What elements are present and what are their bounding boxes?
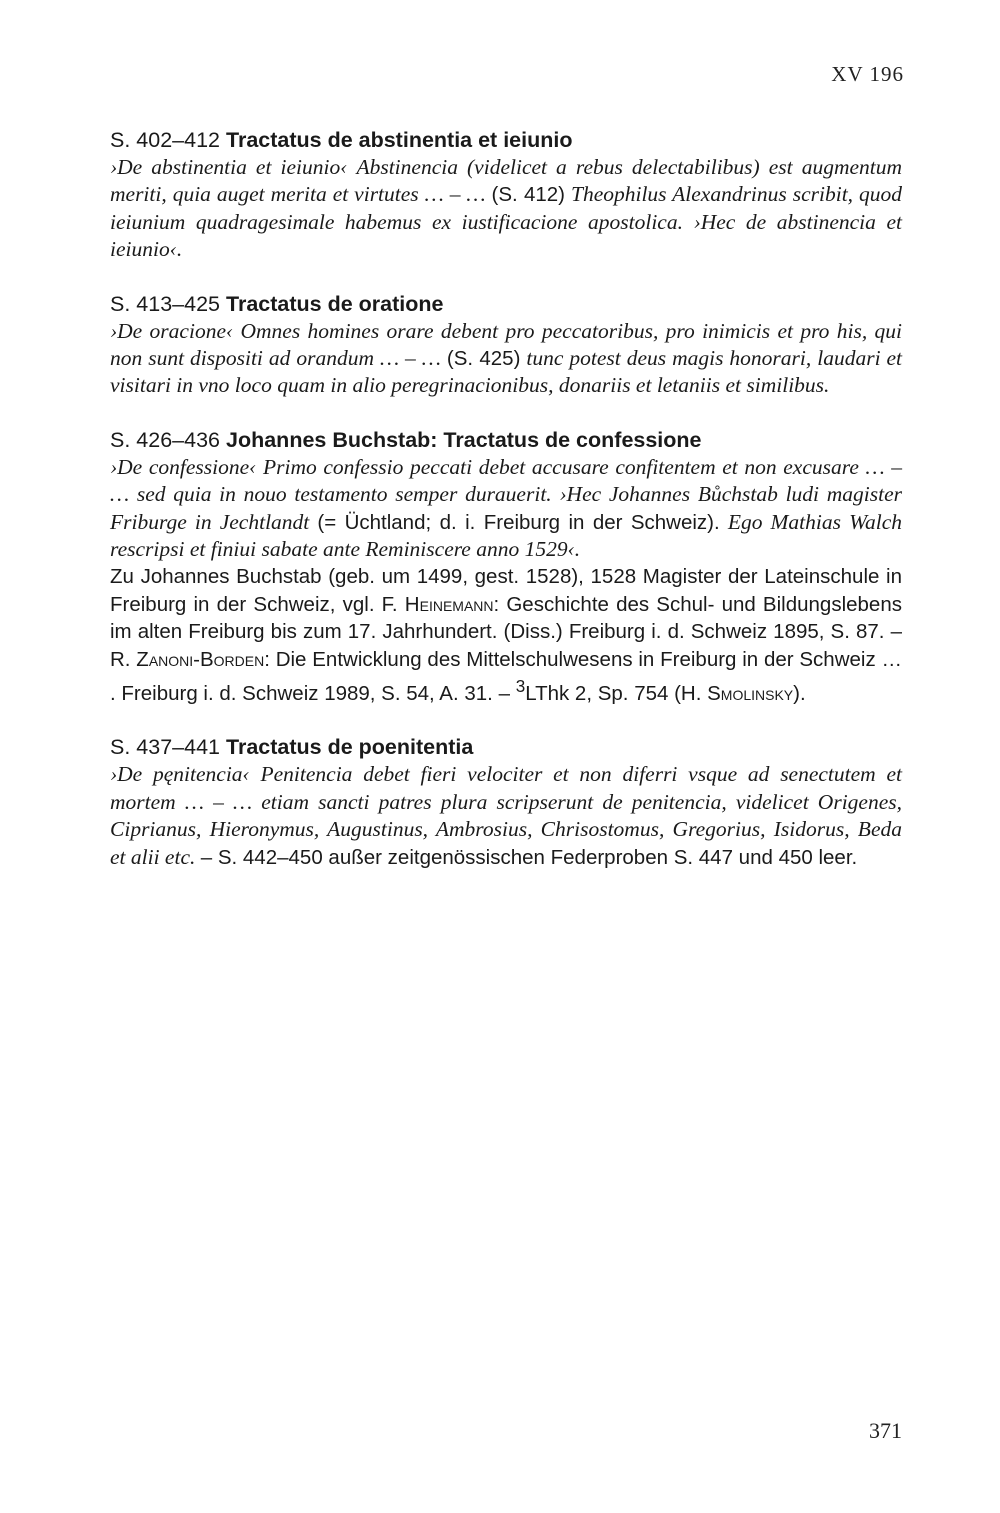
author-name: Smolinsky bbox=[707, 681, 794, 705]
entry-poenitentia bbox=[110, 733, 902, 871]
incipit: Primo confessio peccati debet accusare confitentem et non excusare … – … sed quia in nouo testamento semper durauerit. ›Hec Johannes Bůchstab ludi magister Friburge in Jechtlandt bbox=[110, 454, 902, 534]
entry-abstinentia bbox=[110, 126, 902, 264]
note-text: : Die Entwicklung des Mittelschulwesens in Freiburg in der Schweiz … . Freiburg i. d. Schweiz 1989, S. 54, A. 31. – bbox=[110, 647, 903, 705]
entry-text bbox=[110, 318, 902, 400]
bibliographic-note bbox=[110, 563, 902, 707]
incipit-label: ›De pęnitencia‹ bbox=[110, 762, 250, 787]
tail-note: – S. 442–450 außer zeitgenössischen Federproben S. 447 und 450 leer. bbox=[200, 845, 858, 869]
page-range: S. 402–412 bbox=[110, 128, 220, 152]
page-ref: (S. 425) bbox=[446, 347, 521, 371]
entry-title: Tractatus de poenitentia bbox=[226, 735, 474, 760]
page-range: S. 426–436 bbox=[110, 427, 220, 452]
page-content bbox=[110, 126, 902, 897]
page-ref: (S. 412) bbox=[491, 183, 566, 207]
page-range: S. 413–425 bbox=[110, 291, 220, 316]
explicit: Theophilus Alexandrinus scribit, quod ieiunium quadragesimale habemus ex iustificacione apostolica. ›Hec de abstinencia et ieiunio‹. bbox=[110, 182, 903, 262]
incipit-label: ›De abstinentia et ieiunio‹ bbox=[110, 155, 348, 179]
edition-superscript: 3 bbox=[515, 677, 526, 697]
note-text: Zu Johannes Buchstab (geb. um 1499, gest. 1528), 1528 Magister der Lateinschule in Freiburg in der Schweiz, vgl. F. bbox=[110, 565, 902, 616]
entry-title: Johannes Buchstab: Tractatus de confessione bbox=[226, 427, 702, 452]
author-name: Zanoni-Borden bbox=[136, 647, 265, 671]
incipit: Abstinencia (videlicet a rebus delectabilibus) est augmentum meriti, quia auget merita et virtutes … – … bbox=[110, 155, 903, 207]
incipit: Omnes homines orare debent pro peccatoribus, pro inimicis et pro his, qui non sunt dispositi ad orandum … – … bbox=[110, 318, 902, 371]
page-number: 371 bbox=[869, 1418, 902, 1443]
incipit: Penitencia debet fieri velociter et non diferri vsque ad senectutem et mortem … – … etiam sancti patres plura scripserunt de penitencia, videlicet Origenes, Ciprianus, Hieronymus, Augustinus, Ambrosius, Chrisostomus, Gregorius, Isidorus, Beda et alii etc. bbox=[110, 762, 902, 869]
entry-confessione bbox=[110, 426, 902, 707]
entry-title: Tractatus de oratione bbox=[226, 291, 444, 316]
entry-text bbox=[110, 761, 902, 871]
entry-heading bbox=[110, 426, 902, 454]
entry-text bbox=[110, 154, 902, 264]
entry-heading bbox=[110, 733, 902, 761]
explicit: tunc potest deus magis honorari, laudari et visitari in vno loco quam in alio peregrinacionibus, donariis et letaniis et similibus. bbox=[110, 346, 903, 398]
page-range: S. 437–441 bbox=[110, 735, 220, 760]
colophon: Ego Mathias Walch rescripsi et finiui sabate ante Reminiscere anno 1529‹. bbox=[110, 509, 903, 562]
entry-heading bbox=[110, 290, 902, 318]
note-text: ). bbox=[793, 681, 806, 705]
note-text: LThk 2, Sp. 754 (H. bbox=[525, 681, 702, 705]
entry-text bbox=[110, 454, 902, 564]
incipit-label: ›De oracione‹ bbox=[110, 318, 234, 343]
gloss: (= Üchtland; d. i. Freiburg in der Schweiz). bbox=[317, 510, 720, 534]
entry-heading bbox=[110, 126, 902, 154]
author-name: Heinemann bbox=[404, 592, 494, 616]
running-head: XV 196 bbox=[831, 62, 904, 86]
entry-title: Tractatus de abstinentia et ieiunio bbox=[226, 128, 573, 152]
note-text: : Geschichte des Schul- und Bildungslebens im alten Freiburg bis zum 17. Jahrhundert. (Diss.) Freiburg i. d. Schweiz 1895, S. 87. – R. bbox=[110, 592, 902, 671]
incipit-label: ›De confessione‹ bbox=[110, 454, 257, 479]
entry-oratione bbox=[110, 290, 902, 400]
